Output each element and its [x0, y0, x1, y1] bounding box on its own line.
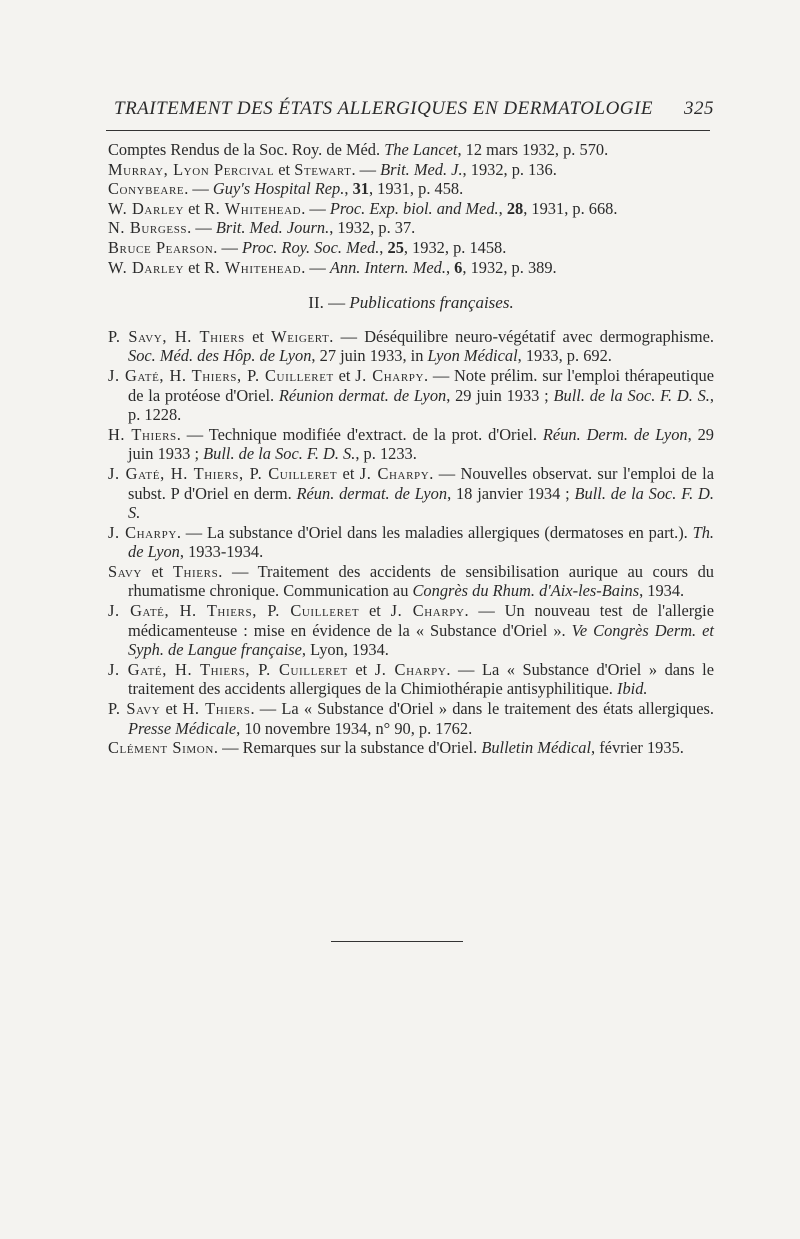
- ref-text: . — Note prélim. sur l'emploi thérapeutique de la protéose d'Oriel.: [128, 365, 714, 405]
- ref-text: et: [337, 463, 360, 483]
- ref-authors: Conybeare: [108, 179, 185, 199]
- reference-item: [108, 738, 714, 758]
- ref-source: Ve Congrès Derm. et Syph. de Langue française: [128, 620, 714, 660]
- ref-text: et: [160, 699, 183, 719]
- section-heading: [108, 293, 714, 313]
- ref-source: Presse Médicale: [128, 718, 237, 738]
- ref-journal: Guy's Hospital Rep.: [212, 179, 345, 199]
- ref-text: . — Un nouveau test de l'allergie médicamenteuse : mise en évidence de la « Substance d'Oriel ».: [128, 601, 714, 640]
- reference-item: [108, 425, 714, 464]
- ref-source: Bulletin Médical: [481, 738, 592, 758]
- reference-item: W. Darley et R. Whitehead. — Ann. Intern. Med., 6, 1932, p. 389.: [108, 257, 557, 277]
- ref-authors: J. Charpy: [355, 365, 425, 385]
- reference-item: [108, 699, 714, 738]
- ref-authors: J. Gaté, H. Thiers, P. Cuilleret: [108, 601, 360, 621]
- ref-volume: 28: [506, 198, 524, 218]
- ref-journal: Proc. Roy. Soc. Med.: [241, 237, 380, 257]
- ref-text: . — Traitement des accidents de sensibilisation aurique au cours du rhumatisme chronique. Communication au: [128, 561, 714, 601]
- bibliography: [108, 140, 714, 758]
- header-rule: [106, 130, 710, 131]
- ref-authors: J. Gaté, H. Thiers, P. Cuilleret: [108, 659, 348, 679]
- ref-source: Réunion dermat. de Lyon: [278, 385, 447, 405]
- ref-journal: Brit. Med. Journ.: [215, 218, 330, 238]
- ref-separator: . —: [351, 159, 381, 179]
- ref-authors: R. Whitehead: [204, 198, 302, 218]
- ref-separator: . —: [301, 198, 330, 218]
- ref-source: Th. de Lyon: [128, 522, 714, 562]
- ref-details: , 1933-1934.: [179, 542, 264, 562]
- ref-details: , 1934.: [639, 581, 685, 601]
- end-rule: [331, 941, 463, 942]
- ref-journal: Proc. Exp. biol. and Med.: [329, 198, 499, 218]
- french-references: [108, 327, 714, 758]
- ref-details: , Lyon, 1934.: [301, 640, 389, 660]
- ref-source: Ibid.: [617, 679, 648, 699]
- ref-details: , 1932, p. 136.: [462, 159, 557, 179]
- ref-details: , 29 juin 1933 ;: [128, 424, 714, 464]
- ref-details: , 12 mars 1932, p. 570.: [457, 140, 609, 159]
- ref-details: , 10 novembre 1934, n° 90, p. 1762.: [236, 718, 473, 738]
- ref-text: et: [333, 365, 356, 385]
- ref-text: et: [244, 326, 272, 346]
- ref-volume: 6: [454, 257, 463, 277]
- ref-authors: Stewart: [294, 159, 352, 179]
- ref-authors: W. Darley: [108, 198, 185, 218]
- ref-text: . — Nouvelles observat. sur l'emploi de la subst. P d'Oriel en derm.: [128, 463, 714, 503]
- reference-item: [108, 601, 714, 660]
- ref-journal: The Lancet: [384, 140, 458, 159]
- ref-text: et: [347, 659, 375, 679]
- ref-source: Soc. Méd. des Hôp. de Lyon: [128, 346, 312, 366]
- ref-text: et: [274, 159, 295, 179]
- section-title: Publications françaises.: [349, 293, 514, 313]
- ref-journal: Ann. Intern. Med.: [329, 257, 446, 277]
- reference-item: [108, 218, 714, 238]
- ref-details: , 1932, p. 389.: [462, 257, 557, 277]
- ref-journal: Brit. Med. J.: [380, 159, 463, 179]
- ref-details: , 27 juin 1933, in: [311, 346, 428, 366]
- ref-details: , février 1935.: [591, 738, 684, 758]
- ref-volume: 31: [352, 179, 369, 199]
- reference-item: [108, 160, 714, 180]
- running-title: TRAITEMENT DES ÉTATS ALLERGIQUES EN DERMATOLOGIE: [114, 98, 653, 119]
- ref-text: . — Remarques sur la substance d'Oriel.: [213, 738, 482, 758]
- ref-text: . — La « Substance d'Oriel » dans le traitement des états allergiques.: [250, 699, 714, 719]
- ref-authors: J. Charpy: [108, 522, 177, 542]
- ref-text: . — Technique modifiée d'extract. de la prot. d'Oriel.: [176, 424, 543, 444]
- ref-details: , p. 1228.: [128, 385, 714, 425]
- ref-authors: Bruce Pearson: [108, 237, 214, 257]
- ref-authors: Clément Simon: [108, 738, 214, 758]
- ref-authors: P. Savy, H. Thiers: [108, 326, 245, 346]
- reference-item: W. Darley et R. Whitehead. — Proc. Exp. biol. and Med., 28, 1931, p. 668.: [108, 198, 618, 218]
- ref-details: , 1932, p. 37.: [329, 218, 416, 238]
- ref-details: , 1931, p. 668.: [523, 198, 618, 218]
- ref-details: , 29 juin 1933 ;: [446, 385, 554, 405]
- ref-authors: H. Thiers: [182, 699, 251, 719]
- ref-text: . — La substance d'Oriel dans les maladies allergiques (dermatoses en part.).: [176, 522, 693, 542]
- reference-item: [108, 366, 714, 425]
- ref-details: , 1931, p. 458.: [368, 179, 464, 199]
- ref-details: , 18 janvier 1934 ;: [447, 483, 575, 503]
- ref-source: Réun. dermat. de Lyon: [296, 483, 448, 503]
- ref-source: Réun. Derm. de Lyon: [542, 424, 688, 444]
- ref-text: . — La « Substance d'Oriel » dans le traitement des accidents allergiques de la Chimiothérapie antisyphilitique.: [128, 659, 714, 699]
- ref-authors: J. Gaté, H. Thiers, P. Cuilleret: [108, 365, 334, 385]
- ref-separator: . —: [184, 179, 213, 199]
- reference-item: Bruce Pearson. — Proc. Roy. Soc. Med., 25, 1932, p. 1458.: [108, 237, 507, 257]
- ref-text: et: [141, 561, 173, 581]
- ref-details: , 1933, p. 692.: [517, 346, 612, 366]
- ref-text: et: [184, 257, 205, 277]
- ref-authors: H. Thiers: [108, 424, 177, 444]
- ref-authors: J. Charpy: [390, 601, 465, 621]
- section-number: II. —: [308, 293, 350, 313]
- ref-authors: N. Burgess: [108, 218, 188, 238]
- ref-source: Lyon Médical: [427, 346, 518, 366]
- reference-item: [108, 660, 714, 699]
- reference-item: [108, 327, 714, 366]
- ref-separator: . —: [187, 218, 216, 238]
- ref-separator: . —: [213, 237, 242, 257]
- ref-source: Bull. de la Soc. F. D. S.: [203, 444, 356, 464]
- ref-text: Comptes Rendus de la Soc. Roy. de Méd.: [108, 140, 385, 159]
- ref-text: . — Déséquilibre neuro-végétatif avec dermographisme.: [329, 326, 714, 346]
- ref-details: , p. 1233.: [355, 444, 417, 464]
- ref-authors: J. Gaté, H. Thiers, P. Cuilleret: [108, 463, 338, 483]
- ref-text: et: [184, 198, 205, 218]
- ref-source: Bull. de la Soc. F. D. S.: [128, 483, 714, 523]
- ref-volume: 25: [387, 237, 404, 257]
- ref-details: , 1932, p. 1458.: [403, 237, 507, 257]
- reference-item: Conybeare. — Guy's Hospital Rep., 31, 1931, p. 458.: [108, 179, 464, 199]
- ref-authors: Thiers: [172, 561, 219, 581]
- ref-text: et: [359, 601, 391, 621]
- ref-source: Congrès du Rhum. d'Aix-les-Bains: [412, 581, 640, 601]
- reference-item: [108, 140, 714, 160]
- ref-separator: . —: [301, 257, 330, 277]
- ref-authors: J. Charpy: [374, 659, 447, 679]
- page-number: 325: [684, 98, 714, 119]
- ref-authors: W. Darley: [108, 257, 185, 277]
- ref-authors: Savy: [108, 561, 142, 581]
- ref-authors: J. Charpy: [359, 463, 430, 483]
- reference-item: [108, 523, 714, 562]
- reference-item: [108, 562, 714, 601]
- ref-authors: Murray, Lyon Percival: [108, 159, 275, 179]
- ref-authors: R. Whitehead: [204, 257, 302, 277]
- ref-authors: Weigert: [271, 326, 330, 346]
- ref-authors: P. Savy: [108, 699, 161, 719]
- ref-source: Bull. de la Soc. F. D. S.: [553, 385, 710, 405]
- running-header: [108, 96, 714, 126]
- reference-item: [108, 464, 714, 523]
